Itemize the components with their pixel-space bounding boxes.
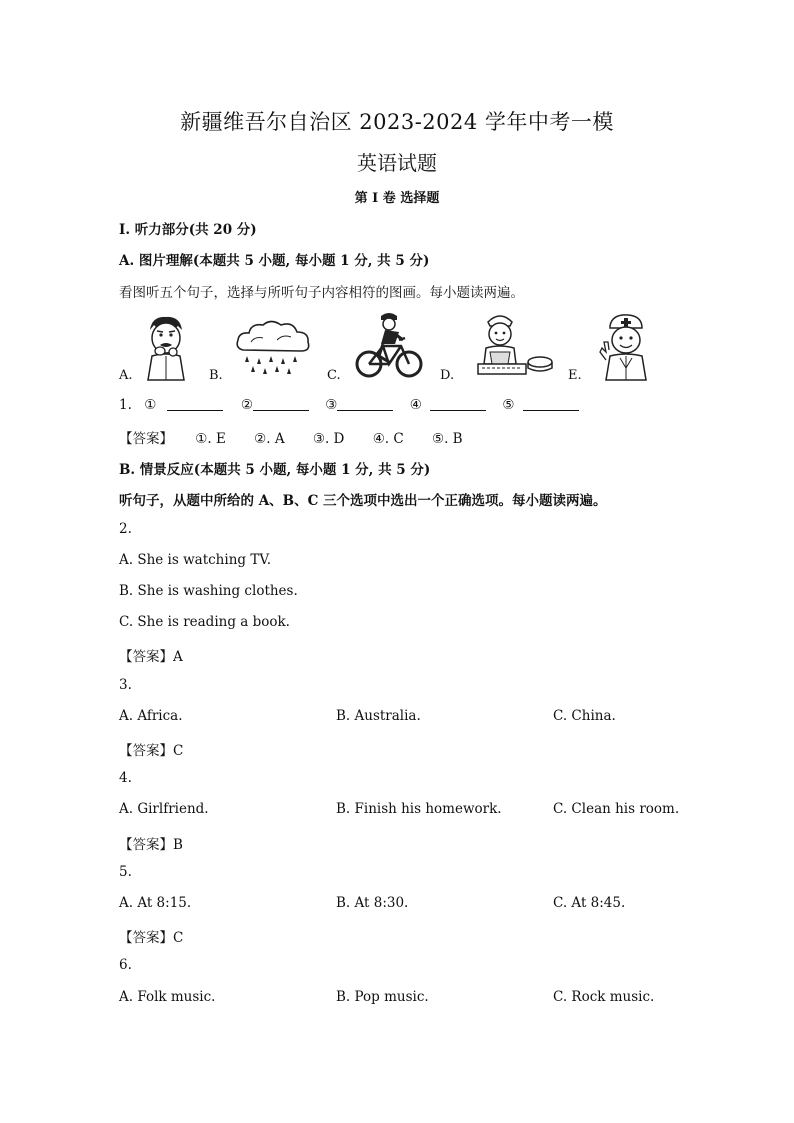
option-c: C. Clean his room. xyxy=(553,801,680,817)
sectionA-instruction: 看图听五个句子，选择与所听句子内容相符的图画。每小题读两遍。 xyxy=(119,285,524,301)
page-subtitle: 英语试题 xyxy=(357,151,437,175)
answer-blank-1[interactable] xyxy=(167,398,223,411)
option-c: C. She is reading a book. xyxy=(119,614,290,630)
answer-value: ②. A xyxy=(254,431,285,447)
answer-line: 【答案】C xyxy=(119,743,184,759)
man-sneezing-icon xyxy=(140,312,192,382)
slot-marker: ⑤ xyxy=(502,397,515,413)
picture-label-e: E. xyxy=(568,368,582,383)
slot-marker: ① xyxy=(144,397,157,413)
question-number: 4. xyxy=(119,770,132,786)
answer-blank-2[interactable] xyxy=(253,398,309,411)
picture-label-d: D. xyxy=(440,368,455,383)
part1-heading: I. 听力部分(共 20 分) xyxy=(119,222,257,238)
answer-value: ①. E xyxy=(195,431,226,447)
answer-line: 【答案】A xyxy=(119,649,183,665)
option-b: B. Australia. xyxy=(336,708,421,724)
question-1-line xyxy=(119,397,579,413)
sectionB-instruction: 听句子，从题中所给的 A、B、C 三个选项中选出一个正确选项。每小题读两遍。 xyxy=(119,493,607,509)
girl-cooking-icon xyxy=(474,310,554,380)
answer-line: 【答案】C xyxy=(119,930,184,946)
option-b: B. She is washing clothes. xyxy=(119,583,298,599)
option-a: A. Folk music. xyxy=(119,989,216,1005)
answer-blank-5[interactable] xyxy=(523,398,579,411)
option-a: A. At 8:15. xyxy=(119,895,192,911)
slot-marker: ④ xyxy=(409,397,422,413)
answer-value: ④. C xyxy=(372,431,404,447)
doctor-icon xyxy=(596,312,652,382)
option-a: A. She is watching TV. xyxy=(119,552,272,568)
question-number: 3. xyxy=(119,677,132,693)
answer-value: ⑤. B xyxy=(432,431,463,447)
option-c: C. At 8:45. xyxy=(553,895,626,911)
picture-label-c: C. xyxy=(327,368,341,383)
option-a: A. Africa. xyxy=(119,708,183,724)
answer-line: 【答案】B xyxy=(119,837,183,853)
answer-value: ③. D xyxy=(312,431,345,447)
cyclist-icon xyxy=(355,310,423,380)
answer-blank-3[interactable] xyxy=(337,398,393,411)
option-c: C. Rock music. xyxy=(553,989,655,1005)
answer-blank-4[interactable] xyxy=(430,398,486,411)
sectionA-heading: A. 图片理解(本题共 5 小题, 每小题 1 分, 共 5 分) xyxy=(119,253,430,269)
question-number: 6. xyxy=(119,957,132,973)
rain-cloud-icon xyxy=(233,318,313,376)
option-b: B. Finish his homework. xyxy=(336,801,502,817)
question-number: 2. xyxy=(119,521,132,537)
answer-label: 【答案】 xyxy=(119,431,173,447)
answer-row-1 xyxy=(119,427,463,447)
slot-marker: ③ xyxy=(325,397,338,413)
option-b: B. Pop music. xyxy=(336,989,429,1005)
option-c: C. China. xyxy=(553,708,616,724)
slot-marker: ② xyxy=(240,397,253,413)
option-a: A. Girlfriend. xyxy=(119,801,209,817)
sectionB-heading: B. 情景反应(本题共 5 小题, 每小题 1 分, 共 5 分) xyxy=(119,462,431,478)
picture-label-a: A. xyxy=(119,368,133,383)
volume-heading: 第 I 卷 选择题 xyxy=(354,191,440,206)
page-title: 新疆维吾尔自治区 2023-2024 学年中考一模 xyxy=(180,110,614,134)
option-b: B. At 8:30. xyxy=(336,895,409,911)
question-number: 5. xyxy=(119,864,132,880)
picture-label-b: B. xyxy=(209,368,223,383)
question-number: 1. xyxy=(119,397,132,413)
